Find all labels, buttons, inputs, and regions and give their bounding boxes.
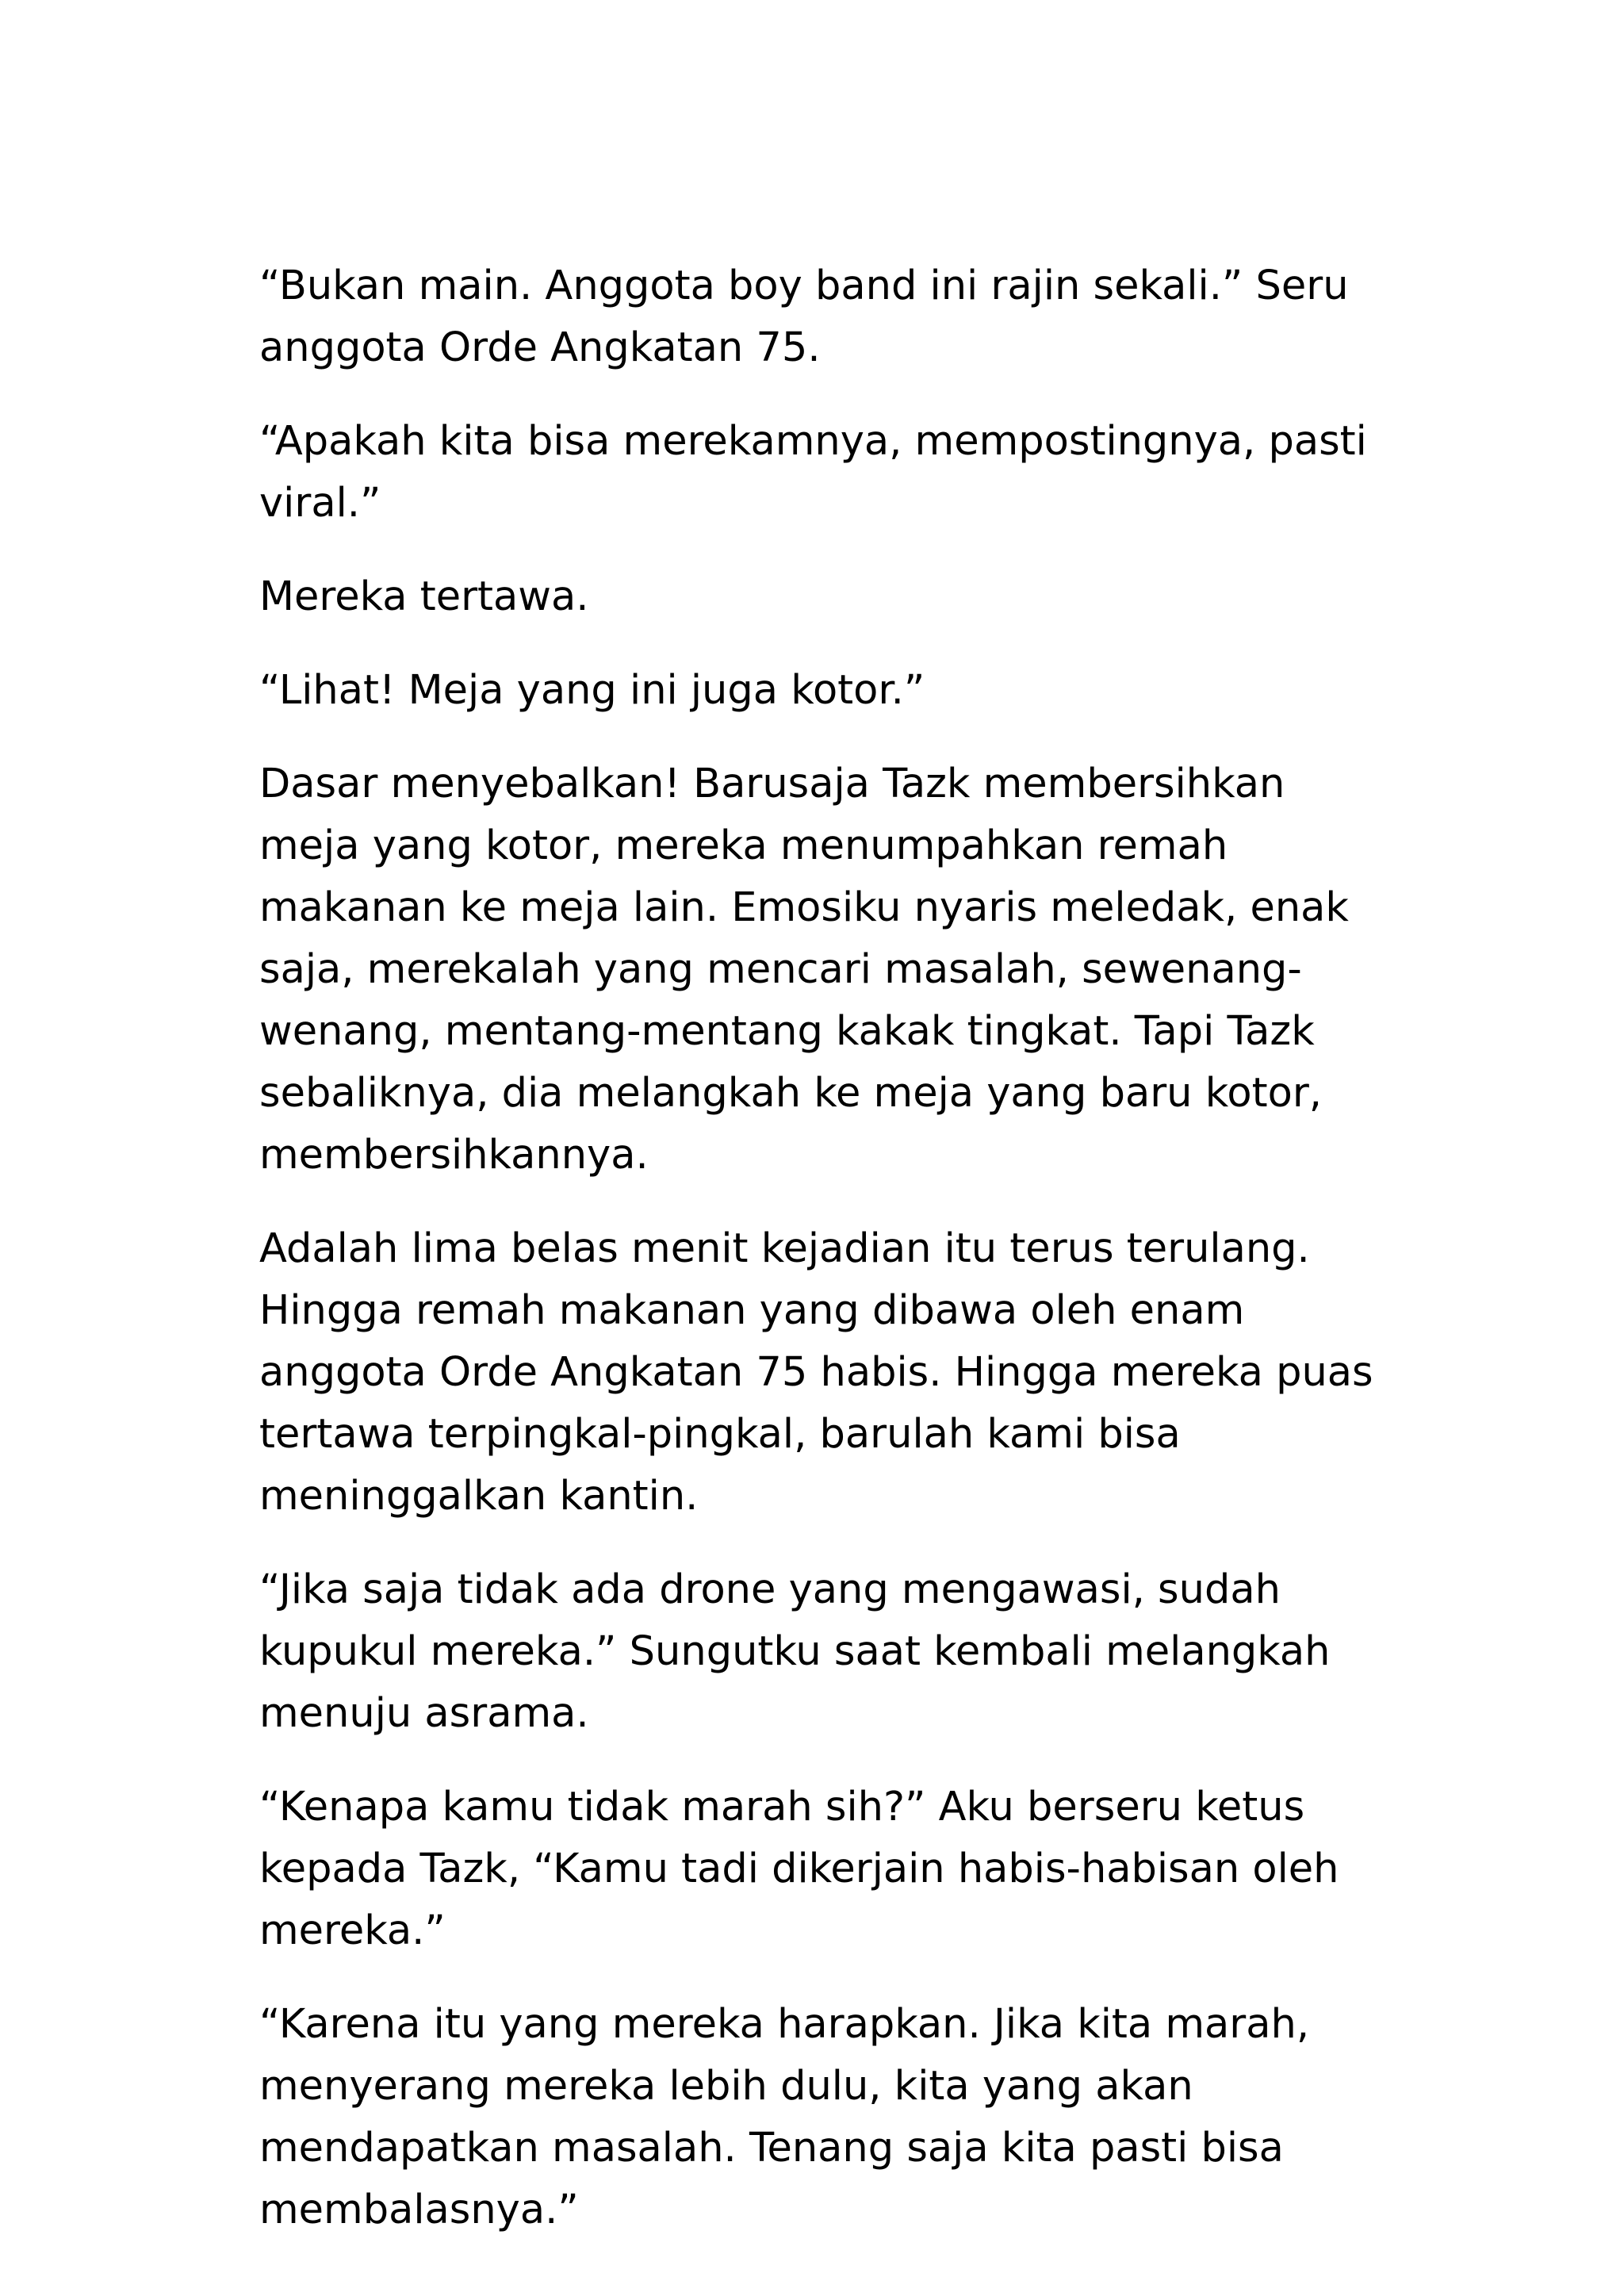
body-text bbox=[259, 255, 1385, 2273]
paragraph: “Kenapa kamu tidak marah sih?” Aku berseru ketus kepada Tazk, “Kamu tadi dikerjain habis-habisan oleh mereka.” bbox=[259, 1784, 1339, 1954]
paragraph: Mereka tertawa. bbox=[259, 573, 589, 620]
paragraph: “Bukan main. Anggota boy band ini rajin sekali.” Seru anggota Orde Angkatan 75. bbox=[259, 263, 1349, 371]
paragraph: Dasar menyebalkan! Barusaja Tazk membersihkan meja yang kotor, mereka menumpahkan remah makanan ke meja lain. Emosiku nyaris meledak, enak saja, merekalah yang mencari masalah, sewenang-wenang, mentang-mentang kakak tingkat. Tapi Tazk sebaliknya, dia melangkah ke meja yang baru kotor, membersihkannya. bbox=[259, 761, 1349, 1179]
paragraph: “Lihat! Meja yang ini juga kotor.” bbox=[259, 667, 925, 714]
paragraph: “Karena itu yang mereka harapkan. Jika kita marah, menyerang mereka lebih dulu, kita yang akan mendapatkan masalah. Tenang saja kita pasti bisa membalasnya.” bbox=[259, 2001, 1310, 2233]
paragraph: “Apakah kita bisa merekamnya, mempostingnya, pasti viral.” bbox=[259, 418, 1367, 527]
paragraph: “Jika saja tidak ada drone yang mengawasi, sudah kupukul mereka.” Sungutku saat kembali melangkah menuju asrama. bbox=[259, 1566, 1331, 1737]
paragraph: Adalah lima belas menit kejadian itu terus terulang. Hingga remah makanan yang dibawa oleh enam anggota Orde Angkatan 75 habis. Hingga mereka puas tertawa terpingkal-pingkal, barulah kami bisa meninggalkan kantin. bbox=[259, 1225, 1373, 1520]
